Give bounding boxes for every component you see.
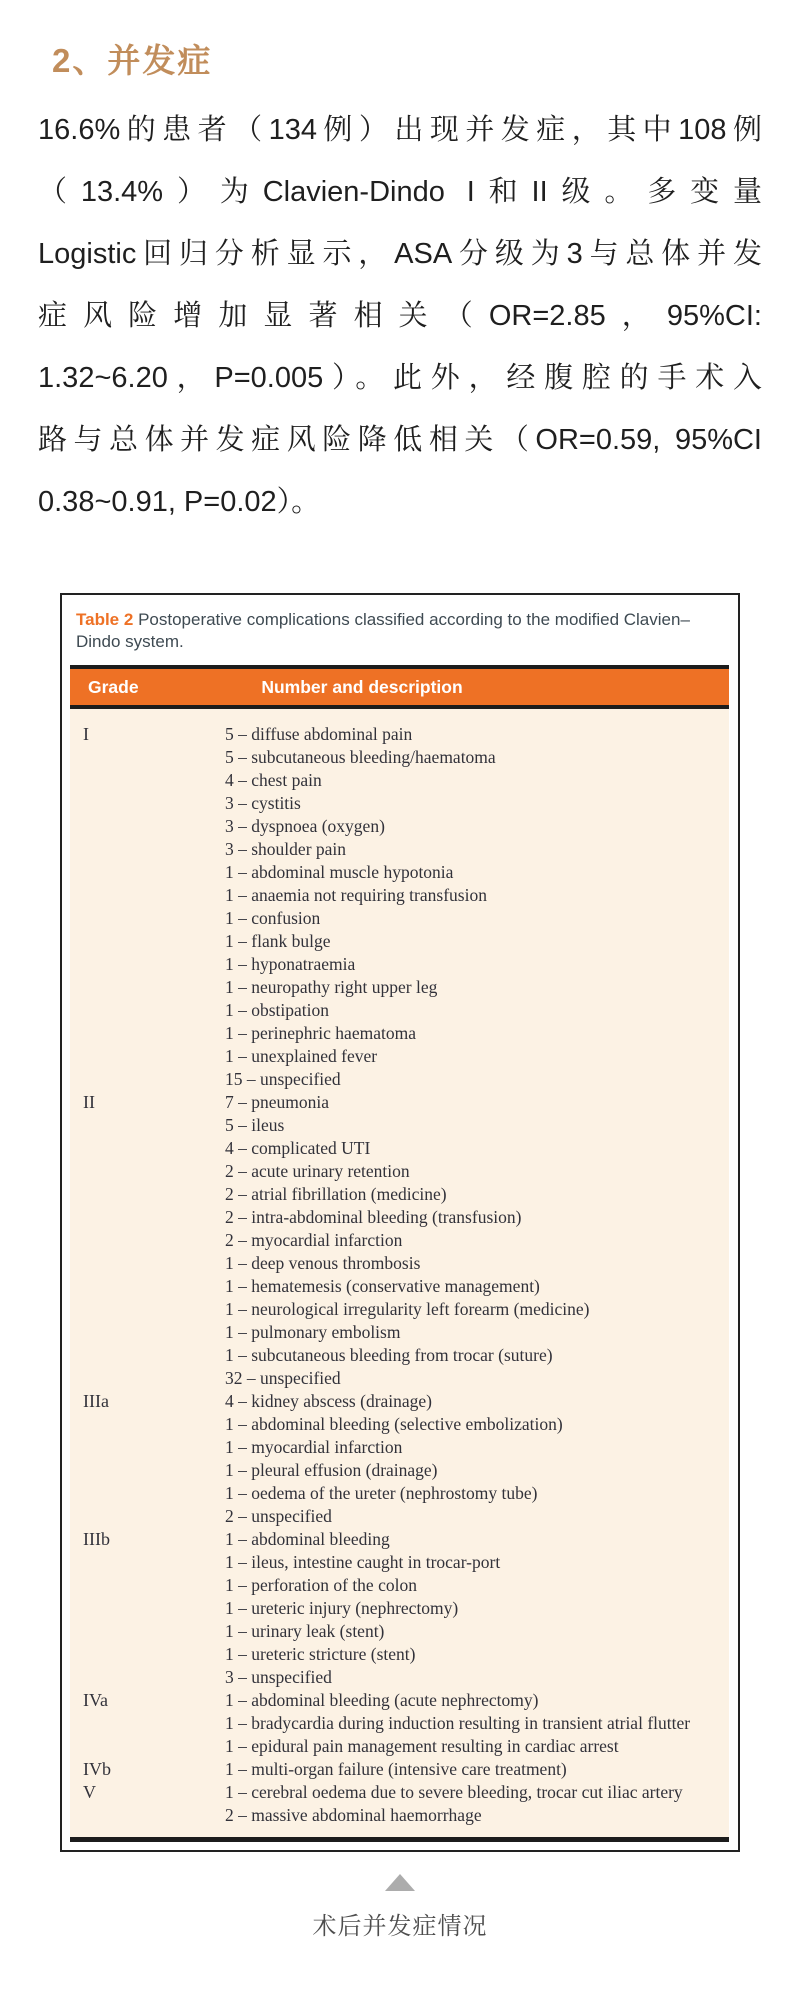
grade-cell: V [83,1782,96,1802]
table-figure [60,593,740,1852]
table-row: 1 – hematemesis (conservative management) [225,1276,540,1296]
table-title-text: Postoperative complications classified according to the modified Clavien–Dindo system. [76,610,690,651]
table-row: 1 – deep venous thrombosis [225,1253,421,1273]
table-row: 3 – dyspnoea (oxygen) [225,816,385,836]
table-row: 5 – ileus [225,1115,285,1135]
table-row: 1 – neuropathy right upper leg [225,977,438,997]
table-row: 1 – multi-organ failure (intensive care treatment) [225,1759,567,1779]
table-row: 2 – unspecified [225,1506,332,1526]
table-row: 3 – unspecified [225,1667,332,1687]
table-row: 2 – intra-abdominal bleeding (transfusion) [225,1207,522,1227]
table-header-row [70,665,729,709]
table-body [70,709,729,1842]
table-row: 1 – subcutaneous bleeding from trocar (suture) [225,1345,553,1365]
grade-cell: IVb [83,1759,111,1779]
grade-cell: I [83,724,89,744]
table-title [76,609,723,653]
paragraph-line: 1.32~6.20，P=0.005）。此外，经腹腔的手术入 [38,362,762,394]
table-group [70,1781,729,1827]
table-group [70,1689,729,1758]
table-row: 5 – diffuse abdominal pain [225,724,413,744]
grade-item-list [225,723,729,1091]
column-header-grade: Grade [88,676,139,697]
table-row: 1 – confusion [225,908,321,928]
table-row: 4 – chest pain [225,770,322,790]
table-row: 5 – subcutaneous bleeding/haematoma [225,747,496,767]
grade-cell: IIIa [83,1391,109,1411]
grade-cell: II [83,1092,95,1112]
table-row: 1 – abdominal bleeding (selective embolization) [225,1414,563,1434]
table-row: 1 – pulmonary embolism [225,1322,401,1342]
table-row: 1 – oedema of the ureter (nephrostomy tube) [225,1483,538,1503]
table-row: 1 – ileus, intestine caught in trocar-port [225,1552,501,1572]
table-group [70,723,729,1091]
table-row: 2 – atrial fibrillation (medicine) [225,1184,447,1204]
table-row: 1 – perinephric haematoma [225,1023,416,1043]
table-row: 1 – obstipation [225,1000,330,1020]
grade-item-list [225,1091,729,1390]
table-row: 4 – complicated UTI [225,1138,371,1158]
table-row: 1 – epidural pain management resulting in cardiac arrest [225,1736,619,1756]
figure-caption: 术后并发症情况 [312,1913,488,1940]
grade-item-list [225,1758,729,1781]
table-row: 3 – shoulder pain [225,839,347,859]
table-group [70,1390,729,1528]
grade-cell: IIIb [83,1529,110,1549]
table-row: 7 – pneumonia [225,1092,330,1112]
table-row: 32 – unspecified [225,1368,341,1388]
table-group [70,1758,729,1781]
section-heading: 2、并发症 [52,42,213,79]
grade-item-list [225,1781,729,1827]
table-row: 1 – urinary leak (stent) [225,1621,385,1641]
table-row: 1 – unexplained fever [225,1046,378,1066]
column-header-description: Number and description [261,676,463,697]
table-row: 1 – abdominal bleeding (acute nephrectomy) [225,1690,539,1710]
table-row: 1 – hyponatraemia [225,954,356,974]
paragraph [38,99,762,533]
table-row: 2 – acute urinary retention [225,1161,410,1181]
grade-item-list [225,1528,729,1689]
paragraph-line: 16.6%的患者（134例）出现并发症，其中108例 [38,114,762,146]
table-row: 3 – cystitis [225,793,301,813]
table-row: 15 – unspecified [225,1069,341,1089]
table-row: 2 – myocardial infarction [225,1230,403,1250]
paragraph-line: 0.38~0.91, P=0.02）。 [38,486,321,518]
table-row: 2 – massive abdominal haemorrhage [225,1805,482,1825]
paragraph-line: 症风险增加显著相关（OR=2.85，95%CI: [38,300,762,332]
table-row: 1 – ureteric stricture (stent) [225,1644,416,1664]
grade-cell: IVa [83,1690,108,1710]
grade-item-list [225,1390,729,1528]
table-row: 4 – kidney abscess (drainage) [225,1391,433,1411]
table-row: 1 – flank bulge [225,931,331,951]
table-row: 1 – myocardial infarction [225,1437,403,1457]
table-row: 1 – perforation of the colon [225,1575,417,1595]
paragraph-line: 路与总体并发症风险降低相关（OR=0.59, 95%CI [38,424,762,456]
paragraph-line: （13.4%）为Clavien-Dindo I和II级。多变量 [38,176,762,208]
paragraph-line: Logistic回归分析显示，ASA分级为3与总体并发 [38,238,762,270]
figure-footer [0,1874,800,1941]
table-group [70,1091,729,1390]
table-row: 1 – cerebral oedema due to severe bleeding, trocar cut iliac artery [225,1782,683,1802]
table-number-label: Table 2 [76,610,134,629]
table-row: 1 – neurological irregularity left forearm (medicine) [225,1299,590,1319]
table-row: 1 – bradycardia during induction resulting in transient atrial flutter [225,1713,691,1733]
grade-item-list [225,1689,729,1758]
table-group [70,1528,729,1689]
table-row: 1 – ureteric injury (nephrectomy) [225,1598,459,1618]
table-row: 1 – abdominal bleeding [225,1529,390,1549]
table-row: 1 – abdominal muscle hypotonia [225,862,454,882]
table-row: 1 – anaemia not requiring transfusion [225,885,487,905]
collapse-triangle-icon [385,1874,415,1891]
table-row: 1 – pleural effusion (drainage) [225,1460,438,1480]
